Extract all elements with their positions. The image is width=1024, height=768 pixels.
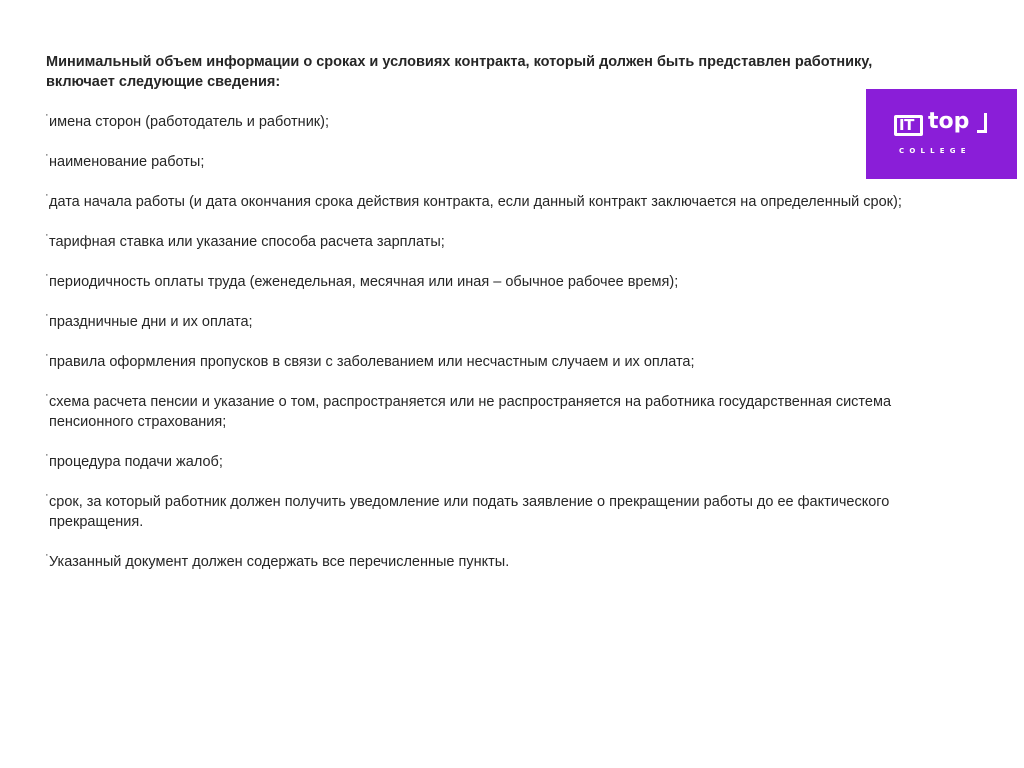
bullet: ·: [45, 309, 49, 321]
list-item-text: периодичность оплаты труда (еженедельная, месячная или иная – обычное рабочее время);: [49, 274, 679, 290]
list-item-text: наименование работы;: [49, 154, 205, 170]
list-item-text: тарифная ставка или указание способа расчета зарплаты;: [49, 234, 445, 250]
items-list: [45, 109, 946, 572]
list-item: [45, 489, 946, 532]
list-item: [45, 449, 946, 472]
logo-it-text: IT: [899, 116, 914, 134]
bullet: ·: [45, 349, 49, 361]
bullet: ·: [45, 149, 49, 161]
bullet: ·: [45, 189, 49, 201]
bullet: ·: [45, 489, 49, 501]
list-item-text: праздничные дни и их оплата;: [49, 314, 253, 330]
bullet: ·: [45, 109, 49, 121]
logo-top-text: top: [928, 109, 970, 134]
logo-bracket-icon: [977, 113, 987, 133]
list-item: [45, 269, 946, 292]
list-item-text: правила оформления пропусков в связи с заболеванием или несчастным случаем и их оплата;: [49, 354, 695, 370]
list-item: [45, 309, 946, 332]
list-item-text: схема расчета пенсии и указание о том, распространяется или не распространяется на работника государственная система пенсионного страхования;: [49, 394, 892, 430]
list-item: [45, 549, 946, 572]
list-item-text: процедура подачи жалоб;: [49, 454, 223, 470]
intro-text: Минимальный объем информации о сроках и условиях контракта, который должен быть представлен работнику, включает следующие сведения:: [46, 54, 873, 90]
bullet: ·: [45, 549, 49, 561]
bullet: ·: [45, 269, 49, 281]
slide-content: [46, 52, 946, 572]
list-item: [45, 389, 946, 432]
logo-it-box: [894, 115, 923, 136]
bullet: ·: [45, 229, 49, 241]
list-item: [45, 149, 946, 172]
bullet: ·: [45, 389, 49, 401]
logo-college-text: COLLEGE: [899, 147, 971, 155]
it-top-college-logo: [866, 89, 1017, 179]
bullet: ·: [45, 449, 49, 461]
list-item-text: срок, за который работник должен получить уведомление или подать заявление о прекращении работы до ее фактического прекращения.: [49, 494, 890, 530]
list-item: [45, 109, 946, 132]
list-item: [45, 189, 946, 212]
list-item: [45, 229, 946, 252]
list-item-text: Указанный документ должен содержать все перечисленные пункты.: [49, 554, 510, 570]
list-item-text: дата начала работы (и дата окончания срока действия контракта, если данный контракт заключается на определенный срок);: [49, 194, 902, 210]
list-item: [45, 349, 946, 372]
list-item-text: имена сторон (работодатель и работник);: [49, 114, 329, 130]
